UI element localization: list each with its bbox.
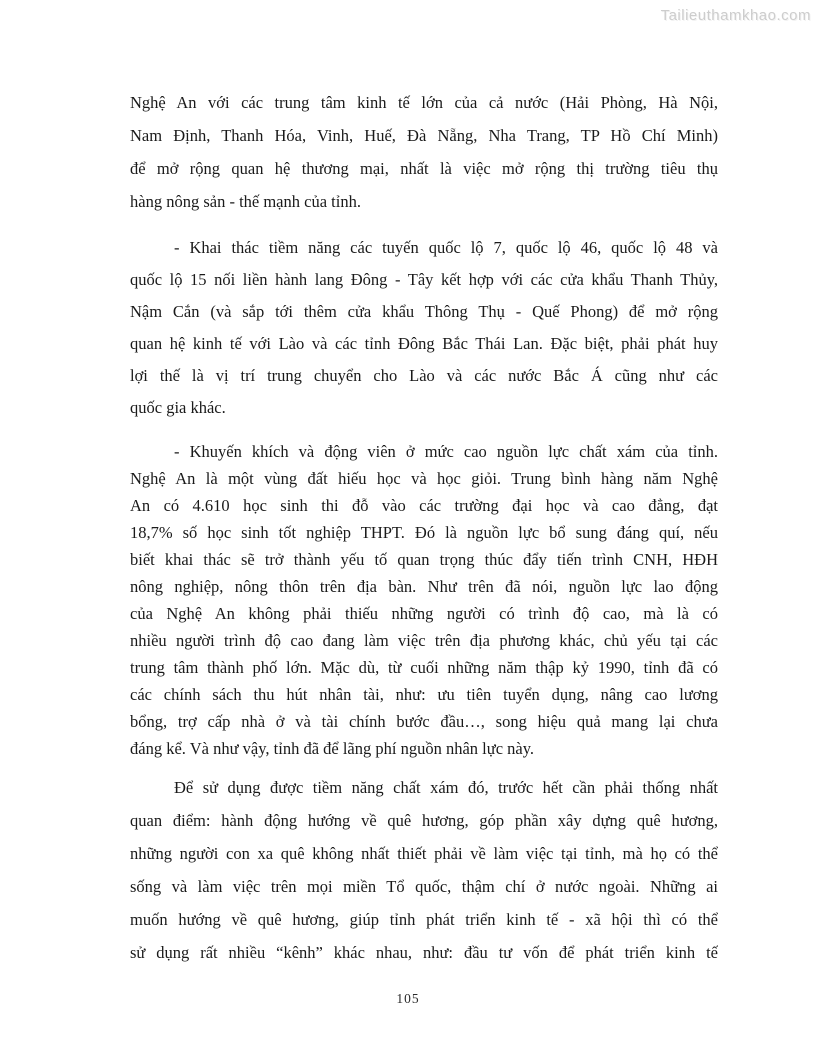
- text-line: Nam Định, Thanh Hóa, Vinh, Huế, Đà Nẵng, Nha Trang, TP Hồ Chí Minh): [130, 126, 718, 145]
- text-line: - Khuyến khích và động viên ở mức cao nguồn lực chất xám của tỉnh.: [174, 442, 718, 461]
- text-line: An có 4.610 học sinh thi đỗ vào các trường đại học và cao đẳng, đạt: [130, 496, 718, 515]
- text-line: muốn hướng về quê hương, giúp tỉnh phát triển kinh tế - xã hội thì có thể: [130, 910, 718, 929]
- text-line: 18,7% số học sinh tốt nghiệp THPT. Đó là nguồn lực bổ sung đáng quí, nếu: [130, 523, 718, 542]
- paragraph: [130, 232, 718, 424]
- text-line: sử dụng rất nhiều “kênh” khác nhau, như: đầu tư vốn để phát triển kinh tế: [130, 943, 718, 962]
- paragraph: [130, 86, 718, 218]
- text-line: các chính sách thu hút nhân tài, như: ưu tiên tuyển dụng, nâng cao lương: [130, 685, 718, 704]
- text-line: Nậm Cắn (và sắp tới thêm cửa khẩu Thông Thụ - Quế Phong) để mở rộng: [130, 302, 718, 321]
- text-line: quan hệ kinh tế với Lào và các tỉnh Đông Bắc Thái Lan. Đặc biệt, phải phát huy: [130, 334, 718, 353]
- document-body: [130, 86, 718, 969]
- text-line: biết khai thác sẽ trở thành yếu tố quan trọng thúc đẩy tiến trình CNH, HĐH: [130, 550, 718, 569]
- paragraph: [130, 771, 718, 969]
- text-line: lợi thế là vị trí trung chuyển cho Lào và các nước Bắc Á cũng như các: [130, 366, 718, 385]
- text-line: đáng kể. Và như vậy, tỉnh đã để lãng phí nguồn nhân lực này.: [130, 739, 535, 758]
- page-number: 105: [396, 991, 420, 1006]
- text-line: Để sử dụng được tiềm năng chất xám đó, trước hết cần phải thống nhất: [174, 778, 718, 797]
- text-line: Nghệ An là một vùng đất hiếu học và học giỏi. Trung bình hàng năm Nghệ: [130, 469, 718, 488]
- text-line: bổng, trợ cấp nhà ở và tài chính bước đầu…, song hiệu quả mang lại chưa: [130, 712, 718, 731]
- text-line: quốc gia khác.: [130, 398, 226, 417]
- text-line: nhiều người trình độ cao đang làm việc trên địa phương khác, chủ yếu tại các: [130, 631, 718, 650]
- text-line: - Khai thác tiềm năng các tuyến quốc lộ 7, quốc lộ 46, quốc lộ 48 và: [174, 238, 718, 257]
- text-line: những người con xa quê không nhất thiết phải về làm việc tại tỉnh, mà họ có thể: [130, 844, 718, 863]
- text-line: Nghệ An với các trung tâm kinh tế lớn của cả nước (Hải Phòng, Hà Nội,: [130, 93, 718, 112]
- text-line: trung tâm thành phố lớn. Mặc dù, từ cuối những năm thập kỷ 1990, tỉnh đã có: [130, 658, 718, 677]
- text-line: nông nghiệp, nông thôn trên địa bàn. Như trên đã nói, nguồn lực lao động: [130, 577, 718, 596]
- paragraph: [130, 438, 718, 762]
- watermark: Tailieuthamkhao.com: [660, 7, 811, 24]
- text-line: quốc lộ 15 nối liền hành lang Đông - Tây kết hợp với các cửa khẩu Thanh Thủy,: [130, 270, 718, 289]
- text-line: sống và làm việc trên mọi miền Tổ quốc, thậm chí ở nước ngoài. Những ai: [130, 877, 718, 896]
- text-line: để mở rộng quan hệ thương mại, nhất là việc mở rộng thị trường tiêu thụ: [130, 159, 718, 178]
- text-line: hàng nông sản - thế mạnh của tỉnh.: [130, 192, 361, 211]
- text-line: quan điểm: hành động hướng về quê hương, góp phần xây dựng quê hương,: [130, 811, 718, 830]
- text-line: của Nghệ An không phải thiếu những người có trình độ cao, mà là có: [130, 604, 718, 623]
